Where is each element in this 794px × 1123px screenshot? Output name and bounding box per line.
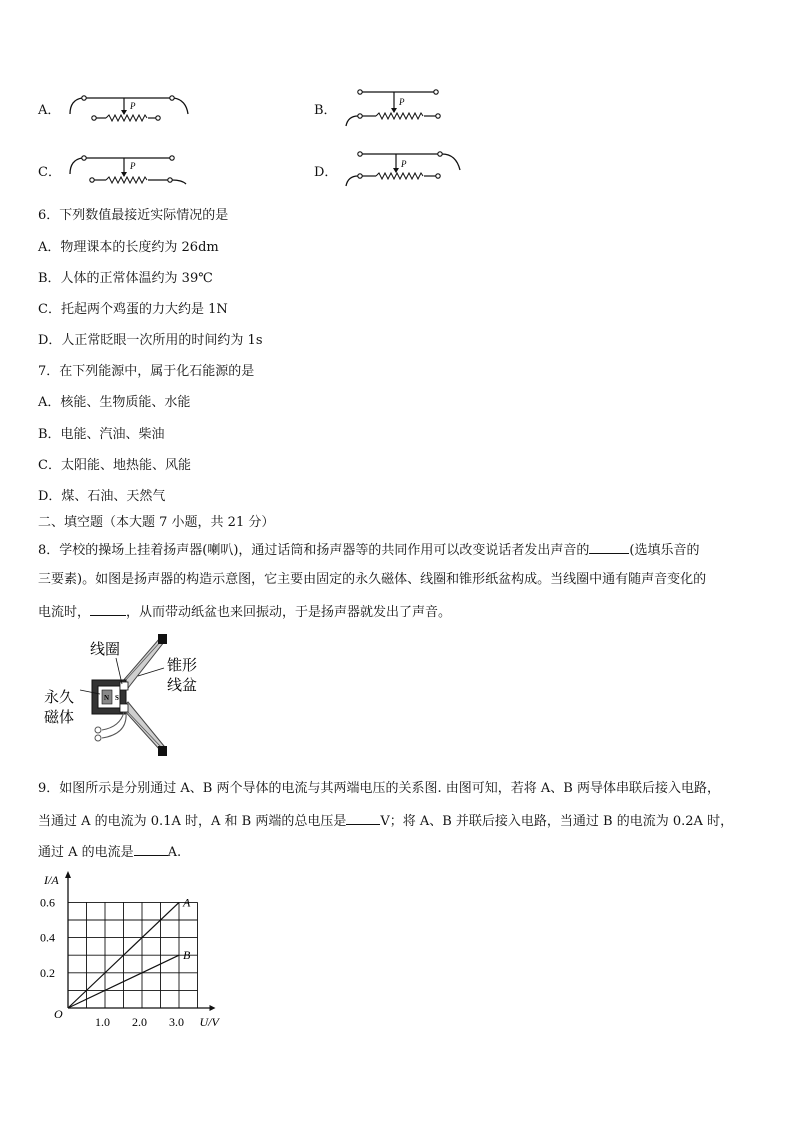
- cone-edge-top: [158, 634, 167, 644]
- x-axis-arrow: [210, 1005, 216, 1011]
- x-tick-label: 2.0: [132, 1015, 147, 1029]
- rheostat-diagram-b: [340, 84, 470, 130]
- x-tick-label: 1.0: [95, 1015, 110, 1029]
- slider-p-label: P: [130, 101, 136, 111]
- speaker-diagram: [40, 632, 220, 762]
- answer-blank[interactable]: [90, 603, 126, 616]
- q8-text: (选填乐音的: [629, 543, 700, 558]
- q8-text: 8．学校的操场上挂着扬声器(喇叭)，通过话筒和扬声器等的共同作用可以改变说话者发出声音的: [38, 543, 590, 558]
- q9-text: 当通过 A 的电流为 0.1A 时，A 和 B 两端的总电压是: [38, 814, 347, 829]
- q8-line-2: 三要素)。如图是扬声器的构造示意图，它主要由固定的永久磁体、线圈和锥形纸盆构成。当线圈中通有随声音变化的: [38, 572, 707, 587]
- slider-p-label: P: [399, 97, 405, 107]
- q8-text: 电流时，: [38, 605, 91, 620]
- y-axis-arrow: [65, 871, 71, 878]
- y-tick-label: 0.6: [40, 895, 55, 910]
- origin-label: O: [54, 1007, 63, 1021]
- rheostat-diagram-a: [64, 86, 194, 128]
- answer-blank[interactable]: [589, 541, 629, 554]
- q8-line-3: [38, 603, 451, 621]
- slider-p-label: P: [130, 161, 136, 171]
- current-voltage-chart: [36, 868, 236, 1030]
- option-d-label: D．: [314, 165, 338, 180]
- q9-line-1: 9．如图所示是分别通过 A、B 两个导体的电流与其两端电压的关系图. 由图可知，若将 A、B 两导体串联后接入电路，: [38, 781, 720, 796]
- q9-line-3: [38, 843, 181, 861]
- q6-stem: 6．下列数值最接近实际情况的是: [38, 208, 229, 223]
- series-label-a: A: [183, 895, 191, 910]
- q6-option-c: C．托起两个鸡蛋的力大约是 1N: [38, 302, 228, 317]
- q9-text: 通过 A 的电流是: [38, 845, 134, 860]
- section-heading: 二、填空题（本大题 7 小题，共 21 分）: [38, 515, 275, 530]
- magnet-n-label: N: [104, 694, 110, 702]
- label-magnet-2: 磁体: [44, 708, 75, 726]
- chart-labels: [40, 873, 221, 1029]
- rheostat-diagram-c: [64, 146, 194, 190]
- q6-option-a: A．物理课本的长度约为 26dm: [38, 240, 219, 255]
- cone-edge-bottom: [158, 746, 167, 756]
- q7-option-c: C．太阳能、地热能、风能: [38, 458, 191, 473]
- series-label-b: B: [183, 948, 191, 963]
- option-c-label: C．: [38, 165, 61, 180]
- label-coil: 线圈: [90, 640, 121, 658]
- label-magnet-1: 永久: [44, 688, 75, 706]
- option-a-label: A．: [38, 103, 61, 118]
- answer-blank[interactable]: [346, 812, 380, 825]
- y-tick-label: 0.4: [40, 930, 55, 945]
- q9-text: A.: [167, 845, 182, 860]
- q9-line-2: [38, 812, 733, 830]
- q6-option-b: B．人体的正常体温约为 39℃: [38, 271, 213, 286]
- q7-option-a: A．核能、生物质能、水能: [38, 395, 191, 410]
- y-axis-label: I/A: [44, 873, 59, 887]
- option-b-label: B．: [314, 103, 337, 118]
- q9-text: V；将 A、B 并联后接入电路，当通过 B 的电流为 0.2A 时，: [380, 814, 734, 829]
- answer-blank[interactable]: [134, 843, 168, 856]
- label-cone-1: 锥形: [167, 656, 198, 674]
- y-tick-label: 0.2: [40, 965, 55, 980]
- x-tick-label: 3.0: [169, 1015, 184, 1029]
- q8-line-1: [38, 541, 700, 559]
- q8-text: ，从而带动纸盆也来回振动，于是扬声器就发出了声音。: [126, 605, 452, 620]
- q6-option-d: D．人正常眨眼一次所用的时间约为 1s: [38, 333, 263, 348]
- label-cone-2: 线盆: [167, 676, 198, 694]
- q7-option-d: D．煤、石油、天然气: [38, 489, 166, 504]
- rheostat-diagram-d: [340, 146, 470, 190]
- q7-stem: 7．在下列能源中，属于化石能源的是: [38, 364, 255, 379]
- slider-p-label: P: [401, 159, 407, 169]
- q7-option-b: B．电能、汽油、柴油: [38, 427, 165, 442]
- x-axis-label: U/V: [199, 1015, 219, 1029]
- magnet-s-label: S: [115, 694, 119, 702]
